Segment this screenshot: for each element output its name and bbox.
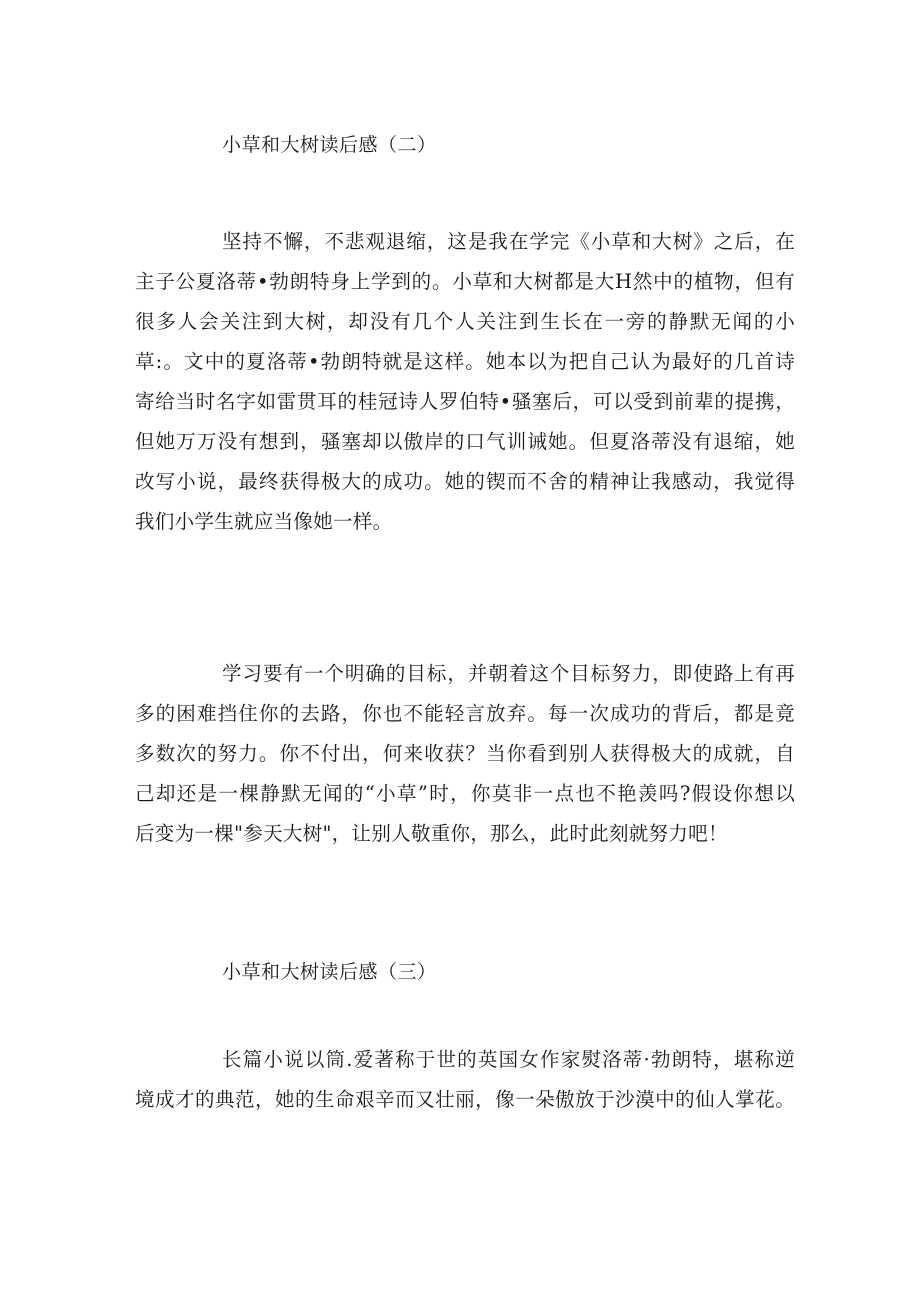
paragraph-line: 境成才的典范，她的生命艰辛而又壮丽，像一朵傲放于沙漠中的仙人掌花。 <box>135 1088 795 1111</box>
paragraph-line: 改写小说，最终获得极大的成功。她的锲而不舍的精神让我感动，我觉得 <box>135 470 795 493</box>
paragraph-2 <box>135 654 795 854</box>
paragraph-line: 坚持不懈，不悲观退缩，这是我在学完《小草和大树》之后，在 <box>222 230 795 253</box>
paragraph-line: 后变为一棵"参天大树"，让别人敬重你，那么，此时此刻就努力吧！ <box>135 822 728 845</box>
paragraph-line: 主子公夏洛蒂•勃朗特身上学到的。小草和大树都是大H然中的植物，但有 <box>135 270 795 293</box>
section-heading-3: 小草和大树读后感（三） <box>222 961 437 983</box>
section-heading-2: 小草和大树读后感（二） <box>222 134 437 156</box>
paragraph-line: 我们小学生就应当像她一样。 <box>135 510 393 533</box>
paragraph-1 <box>135 222 795 542</box>
paragraph-3 <box>135 1040 795 1120</box>
paragraph-line: 草:。文中的夏洛蒂•勃朗特就是这样。她本以为把自己认为最好的几首诗 <box>135 350 795 373</box>
paragraph-line: 寄给当时名字如雷贯耳的桂冠诗人罗伯特•骚塞后，可以受到前辈的提携， <box>135 390 795 413</box>
paragraph-line: 多的困难挡住你的去路，你也不能轻言放弃。每一次成功的背后，都是竟 <box>135 702 795 725</box>
paragraph-line: 多数次的努力。你不付出，何来收获？当你看到别人获得极大的成就，自 <box>135 742 795 765</box>
paragraph-line: 很多人会关注到大树，却没有几个人关注到生长在一旁的静默无闻的小 <box>135 310 795 333</box>
paragraph-line: 己却还是一棵静默无闻的“小草”时，你莫非一点也不艳羡吗?假设你想以 <box>135 782 795 805</box>
paragraph-line: 但她万万没有想到，骚塞却以傲岸的口气训诫她。但夏洛蒂没有退缩，她 <box>135 430 795 453</box>
paragraph-line: 长篇小说以筒.爱著称于世的英国女作家熨洛蒂·勃朗特，堪称逆 <box>222 1048 795 1071</box>
paragraph-line: 学习要有一个明确的目标，并朝着这个目标努力，即使路上有再 <box>222 662 795 685</box>
